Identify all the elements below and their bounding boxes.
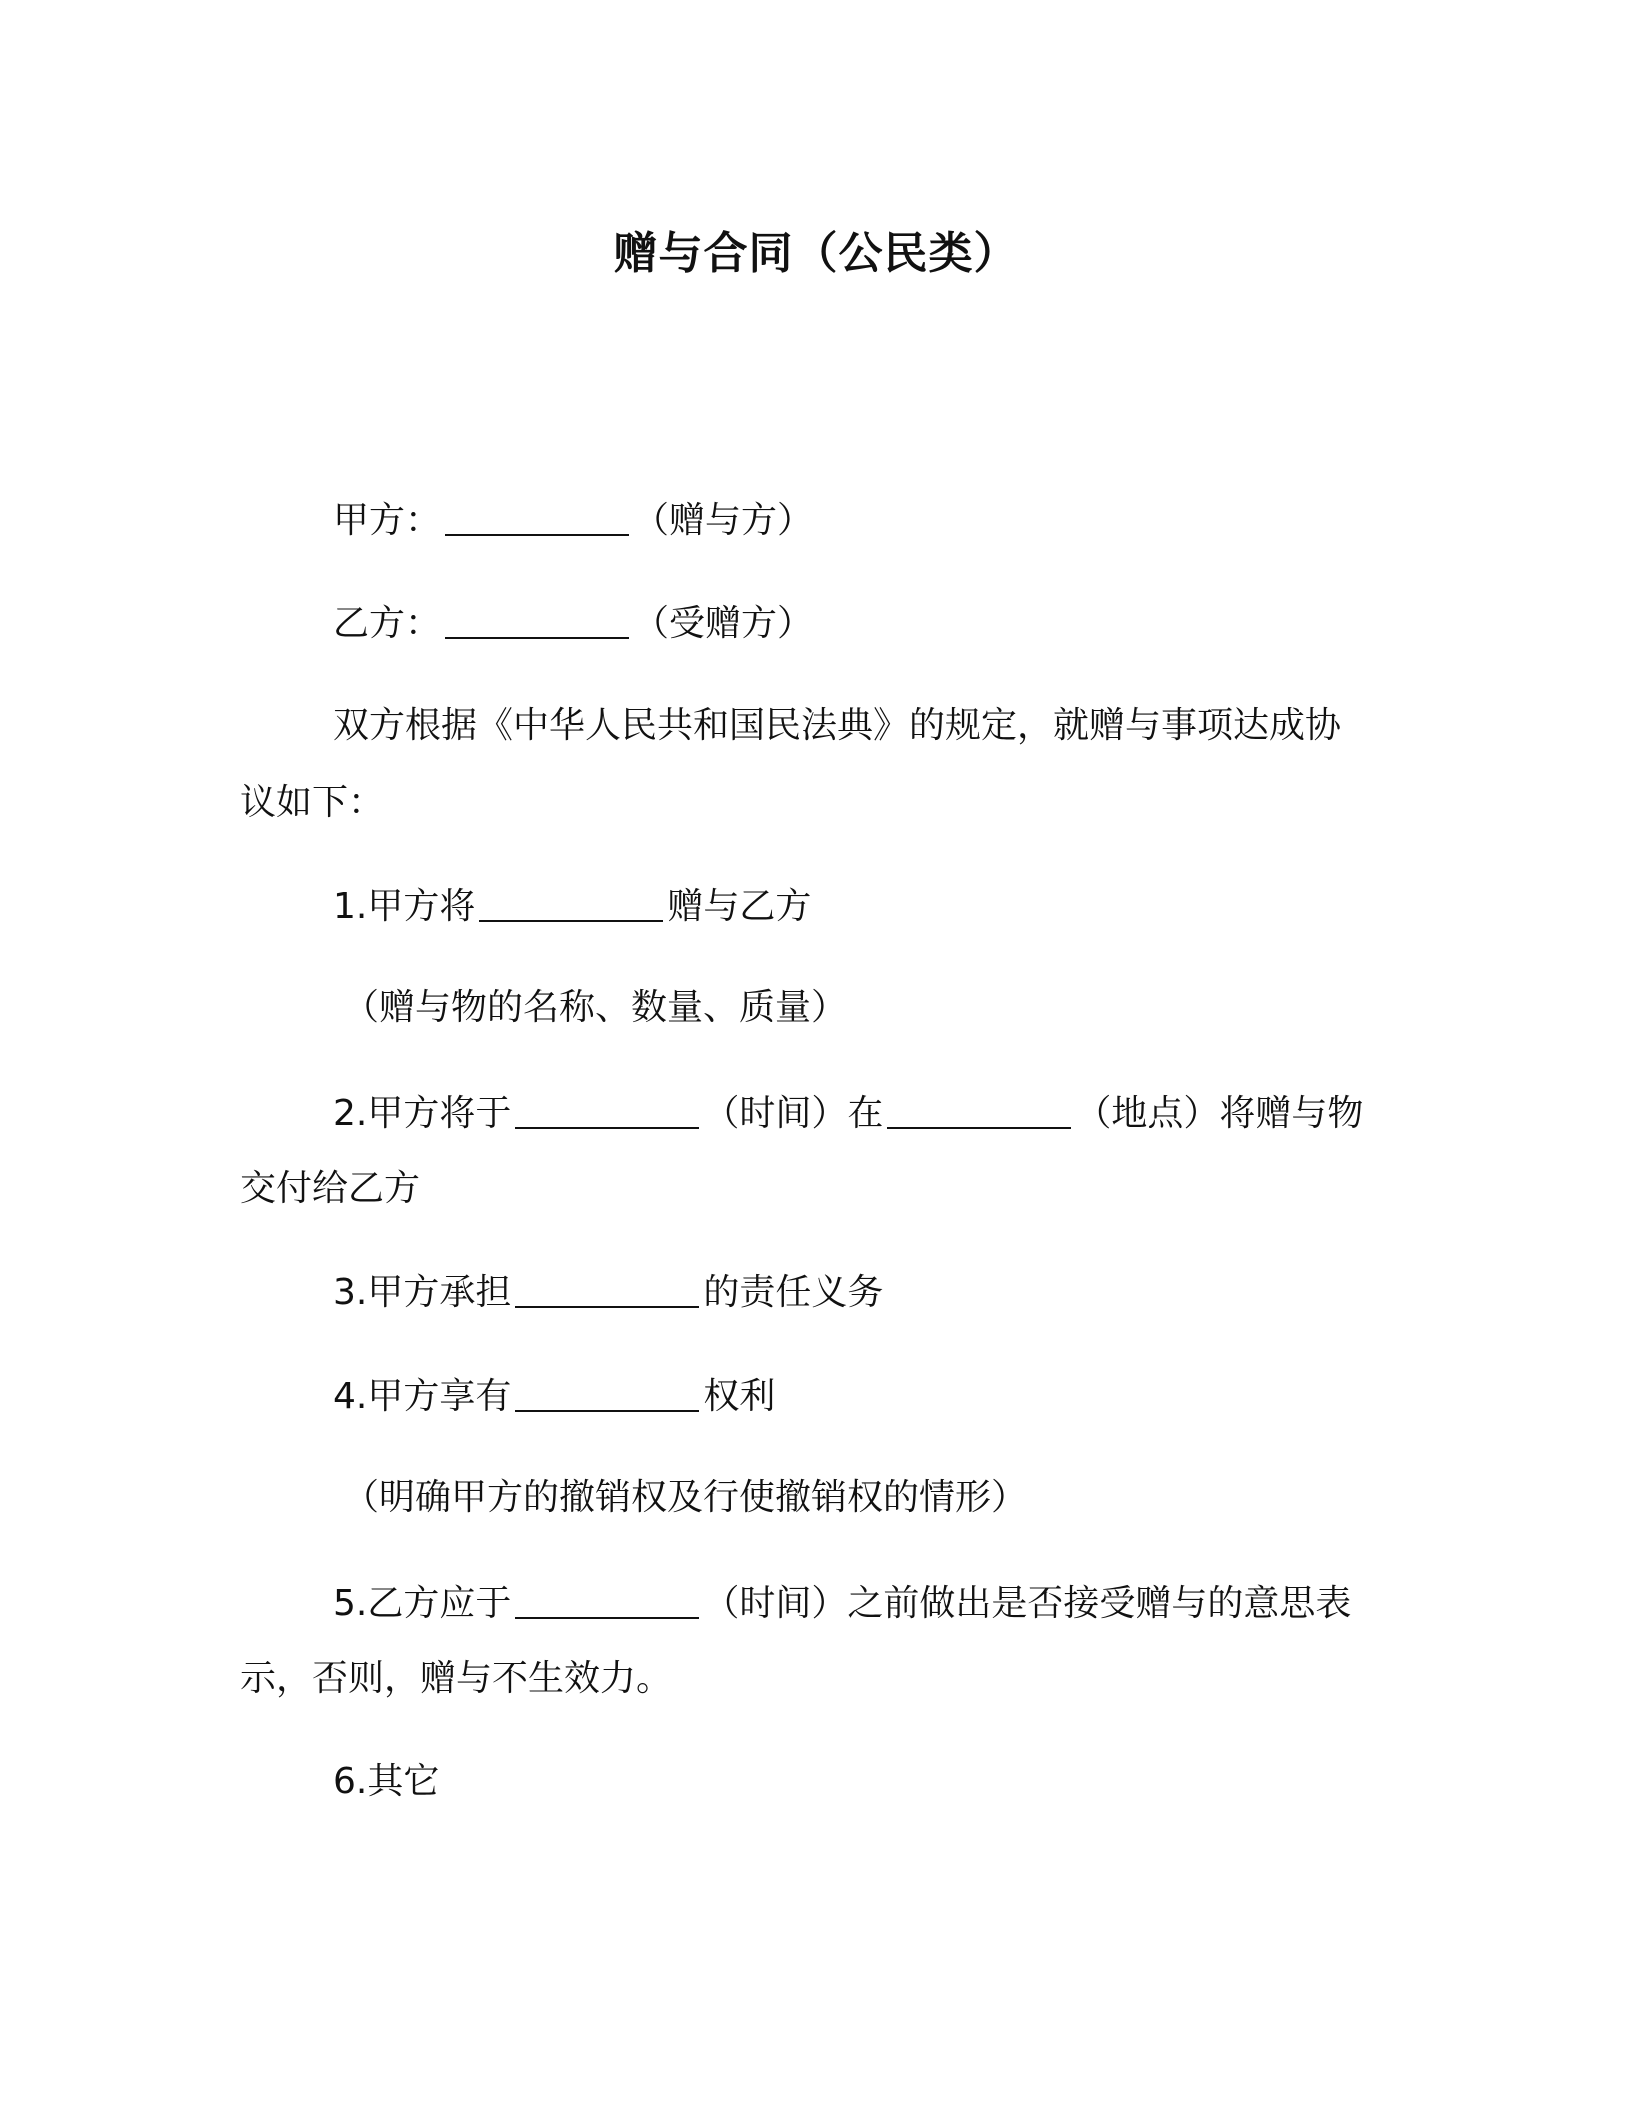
clause-2-mid2: （地点）将赠与物 (1075, 1093, 1364, 1134)
clause-2-prefix: 2.甲方将于 (333, 1093, 512, 1134)
clause-1-line (333, 880, 811, 932)
clause-1-suffix: 赠与乙方 (667, 886, 812, 927)
clause-2-time-blank (515, 1087, 699, 1129)
clause-3-line (333, 1266, 883, 1318)
clause-1-note: （赠与物的名称、数量、质量） (343, 987, 848, 1028)
party-a-line (333, 494, 813, 546)
clause-1-blank (479, 880, 663, 922)
intro-line-1: 双方根据《中华人民共和国民法典》的规定，就赠与事项达成协 (333, 705, 1342, 746)
clause-5-line-2: 示，否则，赠与不生效力。 (240, 1658, 673, 1699)
clause-3-blank (515, 1266, 699, 1308)
party-b-line (333, 597, 813, 649)
clause-4-blank (515, 1370, 699, 1412)
clause-6-line: 6.其它 (333, 1761, 440, 1802)
clause-2-line (333, 1087, 1363, 1139)
party-a-blank (445, 494, 629, 536)
clause-2-line-2: 交付给乙方 (240, 1168, 421, 1209)
document-title: 赠与合同（公民类） (613, 228, 1019, 279)
clause-2-mid1: （时间）在 (703, 1093, 884, 1134)
clause-4-line (333, 1370, 775, 1422)
clause-5-blank (515, 1577, 699, 1619)
party-b-role: （受赠方） (633, 603, 814, 644)
party-b-blank (445, 597, 629, 639)
clause-4-note: （明确甲方的撤销权及行使撤销权的情形） (343, 1477, 1028, 1518)
clause-1-prefix: 1.甲方将 (333, 886, 476, 927)
clause-5-suffix: （时间）之前做出是否接受赠与的意思表 (703, 1583, 1352, 1624)
party-b-label: 乙方： (333, 603, 442, 644)
clause-3-suffix: 的责任义务 (703, 1272, 884, 1313)
clause-5-line (333, 1577, 1351, 1629)
clause-3-prefix: 3.甲方承担 (333, 1272, 512, 1313)
clause-4-suffix: 权利 (703, 1376, 776, 1417)
clause-4-prefix: 4.甲方享有 (333, 1376, 512, 1417)
intro-line-2: 议如下： (240, 782, 385, 823)
party-a-label: 甲方： (333, 500, 442, 541)
clause-2-place-blank (887, 1087, 1071, 1129)
party-a-role: （赠与方） (633, 500, 814, 541)
clause-5-prefix: 5.乙方应于 (333, 1583, 512, 1624)
